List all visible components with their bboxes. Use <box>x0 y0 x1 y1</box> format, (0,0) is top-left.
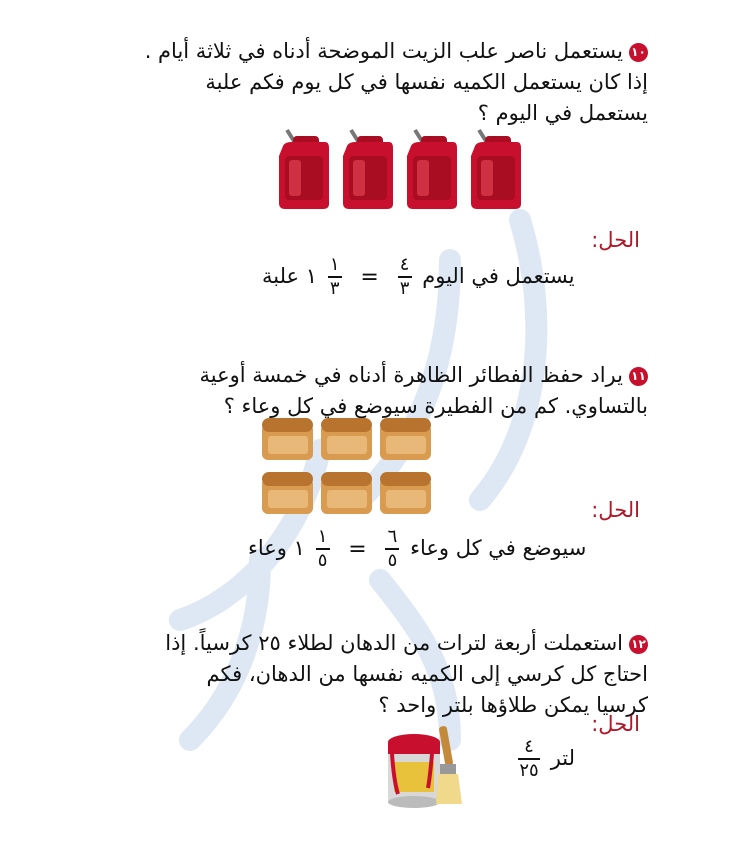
red-fuel-can-icon <box>467 126 524 210</box>
unit: لتر <box>550 746 576 770</box>
answer-text: يستعمل في اليوم <box>422 264 575 288</box>
answer-11 <box>248 528 586 570</box>
bread-loaf-icon <box>260 416 315 462</box>
bread-loaf-icon <box>319 470 374 516</box>
fraction: $\frac{٦}{٥}$ <box>385 528 399 570</box>
bread-loaf-icon <box>319 416 374 462</box>
solution-label: الحل: <box>591 498 640 522</box>
bread-row-top <box>260 416 433 462</box>
bread-loaf-icon <box>378 470 433 516</box>
bread-row-bottom <box>260 470 433 516</box>
unit: علبة <box>262 264 300 288</box>
fraction: $\frac{٤}{٢٥}$ <box>519 736 539 781</box>
equals-sign: = <box>348 536 367 562</box>
question-10-line-2: إذا كان يستعمل الكميه نفسها في كل يوم فكم علبة <box>205 70 648 94</box>
solution-label: الحل: <box>591 228 640 252</box>
question-11-line-2: بالتساوي. كم من الفطيرة سيوضع في كل وعاء ؟ <box>223 394 648 418</box>
answer-text: سيوضع في كل وعاء <box>410 536 587 560</box>
fuel-cans-row <box>275 126 524 210</box>
question-12-line-3: كرسيا يمكن طلاؤها بلتر واحد ؟ <box>378 693 648 717</box>
fraction: $\frac{١}{٥}$ <box>316 528 330 570</box>
fraction: $\frac{٤}{٣}$ <box>398 256 412 298</box>
bread-loaf-icon <box>260 470 315 516</box>
question-12-line-2: احتاج كل كرسي إلى الكميه نفسها من الدهان، فكم <box>206 662 648 686</box>
question-10 <box>88 36 648 129</box>
red-fuel-can-icon <box>275 126 332 210</box>
answer-12 <box>514 738 575 780</box>
question-number-badge: ١١ <box>629 367 648 386</box>
equals-sign: = <box>360 264 379 290</box>
paint-can-brush-icon <box>384 722 484 812</box>
question-11 <box>88 360 648 422</box>
bread-loaf-icon <box>378 416 433 462</box>
question-10-line-1: ١٠يستعمل ناصر علب الزيت الموضحة أدناه في ثلاثة أيام . <box>88 36 648 67</box>
question-number-badge: ١٠ <box>629 43 648 62</box>
question-number-badge: ١٢ <box>629 635 648 654</box>
question-12 <box>88 628 648 721</box>
question-12-line-1: ١٢استعملت أربعة لترات من الدهان لطلاء ٢٥ كرسياً. إذا <box>88 628 648 659</box>
whole-number: ١ <box>293 536 305 560</box>
red-fuel-can-icon <box>339 126 396 210</box>
question-11-line-1: ١١يراد حفظ الفطائر الظاهرة أدناه في خمسة أوعية <box>88 360 648 391</box>
fraction: $\frac{١}{٣}$ <box>328 256 342 298</box>
question-10-line-3: يستعمل في اليوم ؟ <box>477 101 648 125</box>
unit: وعاء <box>248 536 287 560</box>
red-fuel-can-icon <box>403 126 460 210</box>
answer-10 <box>262 256 575 298</box>
whole-number: ١ <box>305 264 318 288</box>
solution-label: الحل: <box>591 712 640 736</box>
